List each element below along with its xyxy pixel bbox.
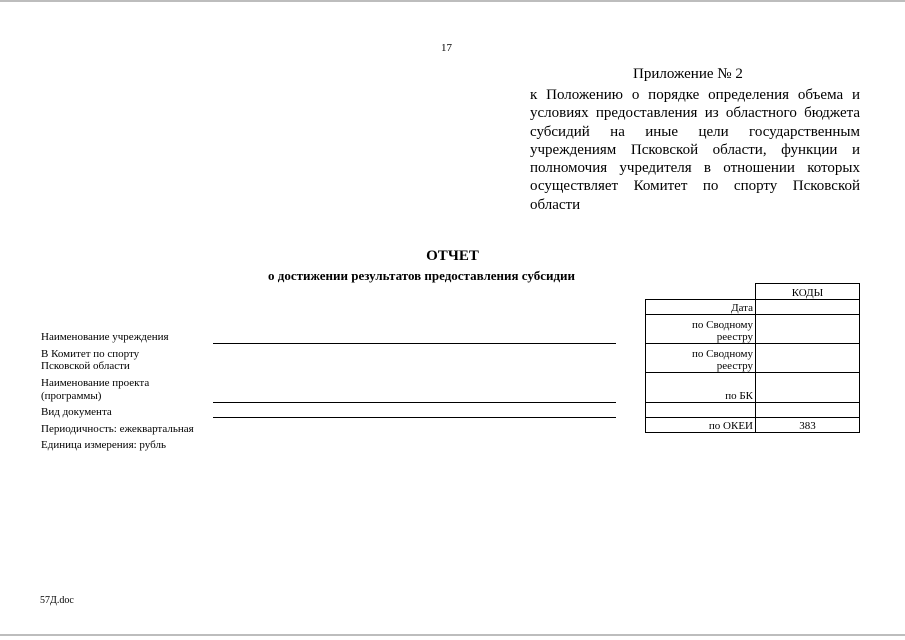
codes-empty-row	[646, 403, 860, 418]
doc-type-line	[213, 417, 616, 418]
codes-empty-value	[756, 403, 860, 418]
project-line	[213, 402, 616, 403]
codes-registry1-row	[646, 315, 860, 344]
codes-registry1-label	[646, 315, 756, 344]
codes-date-row	[646, 300, 860, 315]
codes-registry1-label-line1: по Сводному	[691, 319, 753, 331]
institution-label: Наименование учреждения	[41, 331, 169, 343]
codes-bk-label: по БК	[646, 373, 756, 403]
committee-label-line1: В Комитет по спорту	[41, 348, 140, 360]
codes-date-label: Дата	[646, 300, 756, 315]
codes-okei-value: 383	[756, 418, 860, 433]
project-label-line2: (программы)	[41, 390, 102, 402]
file-name: 57Д.doc	[40, 595, 74, 606]
codes-registry2-label-line2: реестру	[716, 360, 753, 372]
codes-empty-label	[646, 403, 756, 418]
unit-label: Единица измерения: рубль	[41, 439, 166, 451]
periodicity-label: Периодичность: ежеквартальная	[41, 423, 194, 435]
codes-header: КОДЫ	[756, 284, 860, 300]
codes-registry1-value	[756, 315, 860, 344]
codes-date-value	[756, 300, 860, 315]
appendix-title: Приложение № 2	[633, 66, 743, 82]
committee-label-line2: Псковской области	[41, 360, 130, 372]
codes-okei-label: по ОКЕИ	[646, 418, 756, 433]
appendix-text: к Положению о порядке определения объема и условиях предоставления из областного бюджета субсидий на иные цели государственным учреждениям Псковской области, функции и полномочия учредителя в отношении которых осуществляет Комитет по спорту Псковской области	[530, 87, 860, 213]
codes-header-row	[646, 284, 860, 300]
scan-bottom-edge	[0, 634, 905, 636]
doc-type-label: Вид документа	[41, 406, 112, 418]
report-title: ОТЧЕТ	[426, 248, 479, 264]
codes-bk-row	[646, 373, 860, 403]
page-number: 17	[441, 42, 452, 54]
project-label-line1: Наименование проекта	[41, 377, 150, 389]
institution-line	[213, 343, 616, 344]
codes-registry2-label	[646, 344, 756, 373]
codes-okei-row	[646, 418, 860, 433]
codes-registry2-label-line1: по Сводному	[691, 348, 753, 360]
scan-top-edge	[0, 0, 905, 2]
codes-registry2-value	[756, 344, 860, 373]
codes-registry2-row	[646, 344, 860, 373]
codes-table	[645, 283, 860, 433]
report-subtitle: о достижении результатов предоставления субсидии	[268, 268, 576, 283]
codes-registry1-label-line2: реестру	[716, 331, 753, 343]
codes-header-empty	[646, 284, 756, 300]
codes-bk-value	[756, 373, 860, 403]
